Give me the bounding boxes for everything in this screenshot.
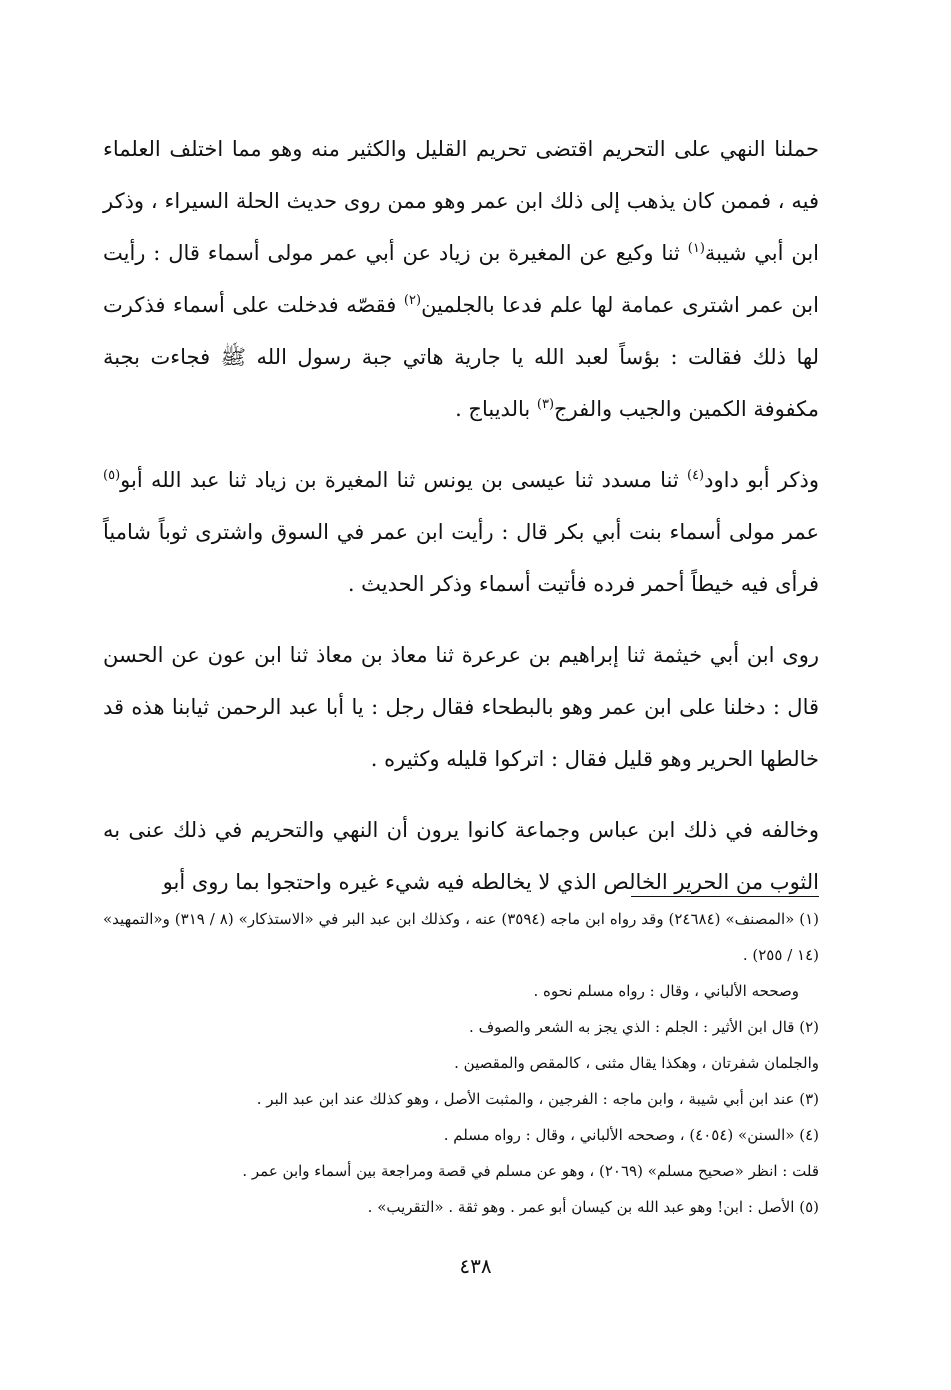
text-span: روى ابن أبي خيثمة ثنا إبراهيم بن عرعرة ثنا معاذ بن معاذ ثنا ابن عون عن الحسن قال : دخلنا على ابن عمر وهو بالبطحاء فقال رجل : يا أبا عبد الرحمن ثيابنا هذه قد خالطها الحرير وهو قليل فقال : اتركوا قليله وكثيره . bbox=[103, 643, 819, 771]
footnote-1: (١) «المصنف» (٢٤٦٨٤) وقد رواه ابن ماجه (٣٥٩٤) عنه ، وكذلك ابن عبد البر في «الاستذكار» (٨ / ٣١٩) و«التمهيد» (١٤ / ٢٥٥) . bbox=[103, 910, 820, 964]
text-span: وخالفه في ذلك ابن عباس وجماعة كانوا يرون أن النهي والتحريم في ذلك عنى به الثوب من الحرير الخالص الذي لا يخالطه فيه شيء غيره واحتجوا بما روى أبو bbox=[103, 818, 819, 894]
text-span: فقصّه فدخلت على أسماء فذكرت لها ذلك فقالت : بؤساً لعبد الله يا جارية هاتي جبة رسول الله ﷺ فجاءت بجبة مكفوفة الكمين والجيب والفرج bbox=[103, 293, 819, 421]
footnote-divider bbox=[631, 896, 819, 897]
text-span: ثنا مسدد ثنا عيسى بن يونس ثنا المغيرة بن زياد ثنا عبد الله أبو bbox=[120, 468, 687, 492]
footnote-ref-1: (١) bbox=[687, 241, 705, 256]
footnote-ref-2: (٢) bbox=[403, 293, 422, 308]
footnote-4: (٤) «السنن» (٤٠٥٤) ، وصححه الألباني ، وقال : رواه مسلم . bbox=[443, 1126, 819, 1144]
text-span: عمر مولى أسماء بنت أبي بكر قال : رأيت ابن عمر في السوق واشترى ثوباً شامياً فرأى فيه خيطاً أحمر فرده فأتيت أسماء وذكر الحديث . bbox=[103, 520, 819, 596]
text-span: ثنا وكيع عن المغيرة بن زياد عن أبي عمر مولى أسماء قال : رأيت ابن عمر اشترى عمامة لها علم فدعا بالجلمين bbox=[103, 241, 819, 317]
text-span: بالديباج . bbox=[455, 397, 537, 421]
paragraph-2 bbox=[103, 454, 819, 610]
paragraph-3 bbox=[103, 629, 819, 785]
footnote-2-continuation: والجلمان شفرتان ، وهكذا يقال مثنى ، كالمقص والمقصين . bbox=[454, 1054, 819, 1072]
paragraph-1 bbox=[103, 123, 819, 435]
footnotes bbox=[103, 901, 819, 1225]
footnote-ref-4: (٤) bbox=[686, 468, 705, 483]
footnote-2: (٢) قال ابن الأثير : الجلم : الذي يجز به الشعر والصوف . bbox=[469, 1018, 819, 1036]
footnote-5: (٥) الأصل : ابن! وهو عبد الله بن كيسان أبو عمر . وهو ثقة . «التقريب» . bbox=[367, 1198, 819, 1216]
footnote-1-continuation: وصححه الألباني ، وقال : رواه مسلم نحوه . bbox=[533, 982, 799, 1000]
paragraph-4 bbox=[103, 804, 819, 908]
footnote-4-continuation: قلت : انظر «صحيح مسلم» (٢٠٦٩) ، وهو عن مسلم في قصة ومراجعة بين أسماء وابن عمر . bbox=[242, 1162, 819, 1180]
footnote-ref-5: (٥) bbox=[103, 468, 121, 483]
footnote-3: (٣) عند ابن أبي شيبة ، وابن ماجه : الفرجين ، والمثبت الأصل ، وهو كذلك عند ابن عبد البر . bbox=[256, 1090, 819, 1108]
page-number: ٤٣٨ bbox=[459, 1254, 492, 1278]
text-span: وذكر أبو داود bbox=[704, 468, 819, 492]
footnote-ref-3: (٣) bbox=[536, 397, 555, 412]
main-text bbox=[103, 123, 819, 927]
text-span: حملنا النهي على التحريم اقتضى تحريم القليل والكثير منه وهو مما اختلف العلماء فيه ، فممن كان يذهب إلى ذلك ابن عمر وهو ممن روى حديث الحلة السيراء ، وذكر ابن أبي شيبة bbox=[103, 137, 819, 265]
